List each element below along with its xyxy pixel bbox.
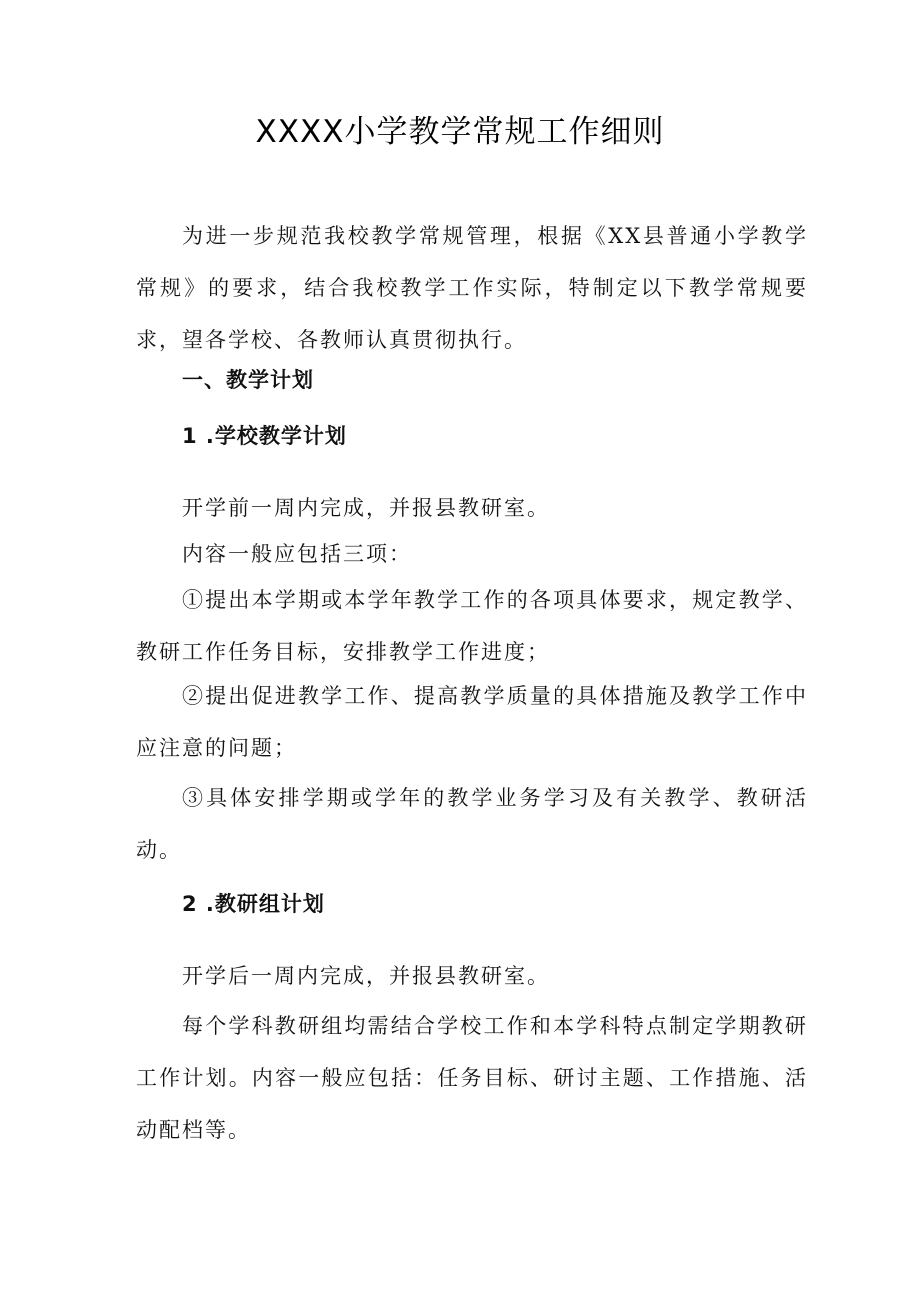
subsection-heading-school-plan: 1 .学校教学计划	[182, 424, 347, 448]
intro-paragraph: 为进一步规范我校教学常规管理，根据《XX县普通小学教学常规》的要求，结合我校教学工作实际，特制定以下教学常规要求，望各学校、各教师认真贯彻执行。	[136, 224, 808, 352]
research-plan-deadline: 开学后一周内完成，并报县教研室。	[182, 964, 550, 988]
school-plan-deadline: 开学前一周内完成，并报县教研室。	[182, 496, 550, 520]
section-heading-teaching-plan: 一、教学计划	[182, 368, 314, 392]
school-plan-item-2: ②提出促进教学工作、提高教学质量的具体措施及教学工作中应注意的问题；	[136, 684, 808, 760]
document-title: XXXX小学教学常规工作细则	[255, 114, 665, 150]
school-plan-item-1: ①提出本学期或本学年教学工作的各项具体要求，规定教学、教研工作任务目标，安排教学工作进度；	[136, 588, 808, 664]
research-plan-content: 每个学科教研组均需结合学校工作和本学科特点制定学期教研工作计划。内容一般应包括：任务目标、研讨主题、工作措施、活动配档等。	[136, 1014, 808, 1142]
school-plan-content-intro: 内容一般应包括三项：	[182, 542, 412, 566]
subsection-heading-research-group-plan: 2 .教研组计划	[182, 892, 325, 916]
school-plan-item-3: ③具体安排学期或学年的教学业务学习及有关教学、教研活动。	[136, 786, 808, 862]
